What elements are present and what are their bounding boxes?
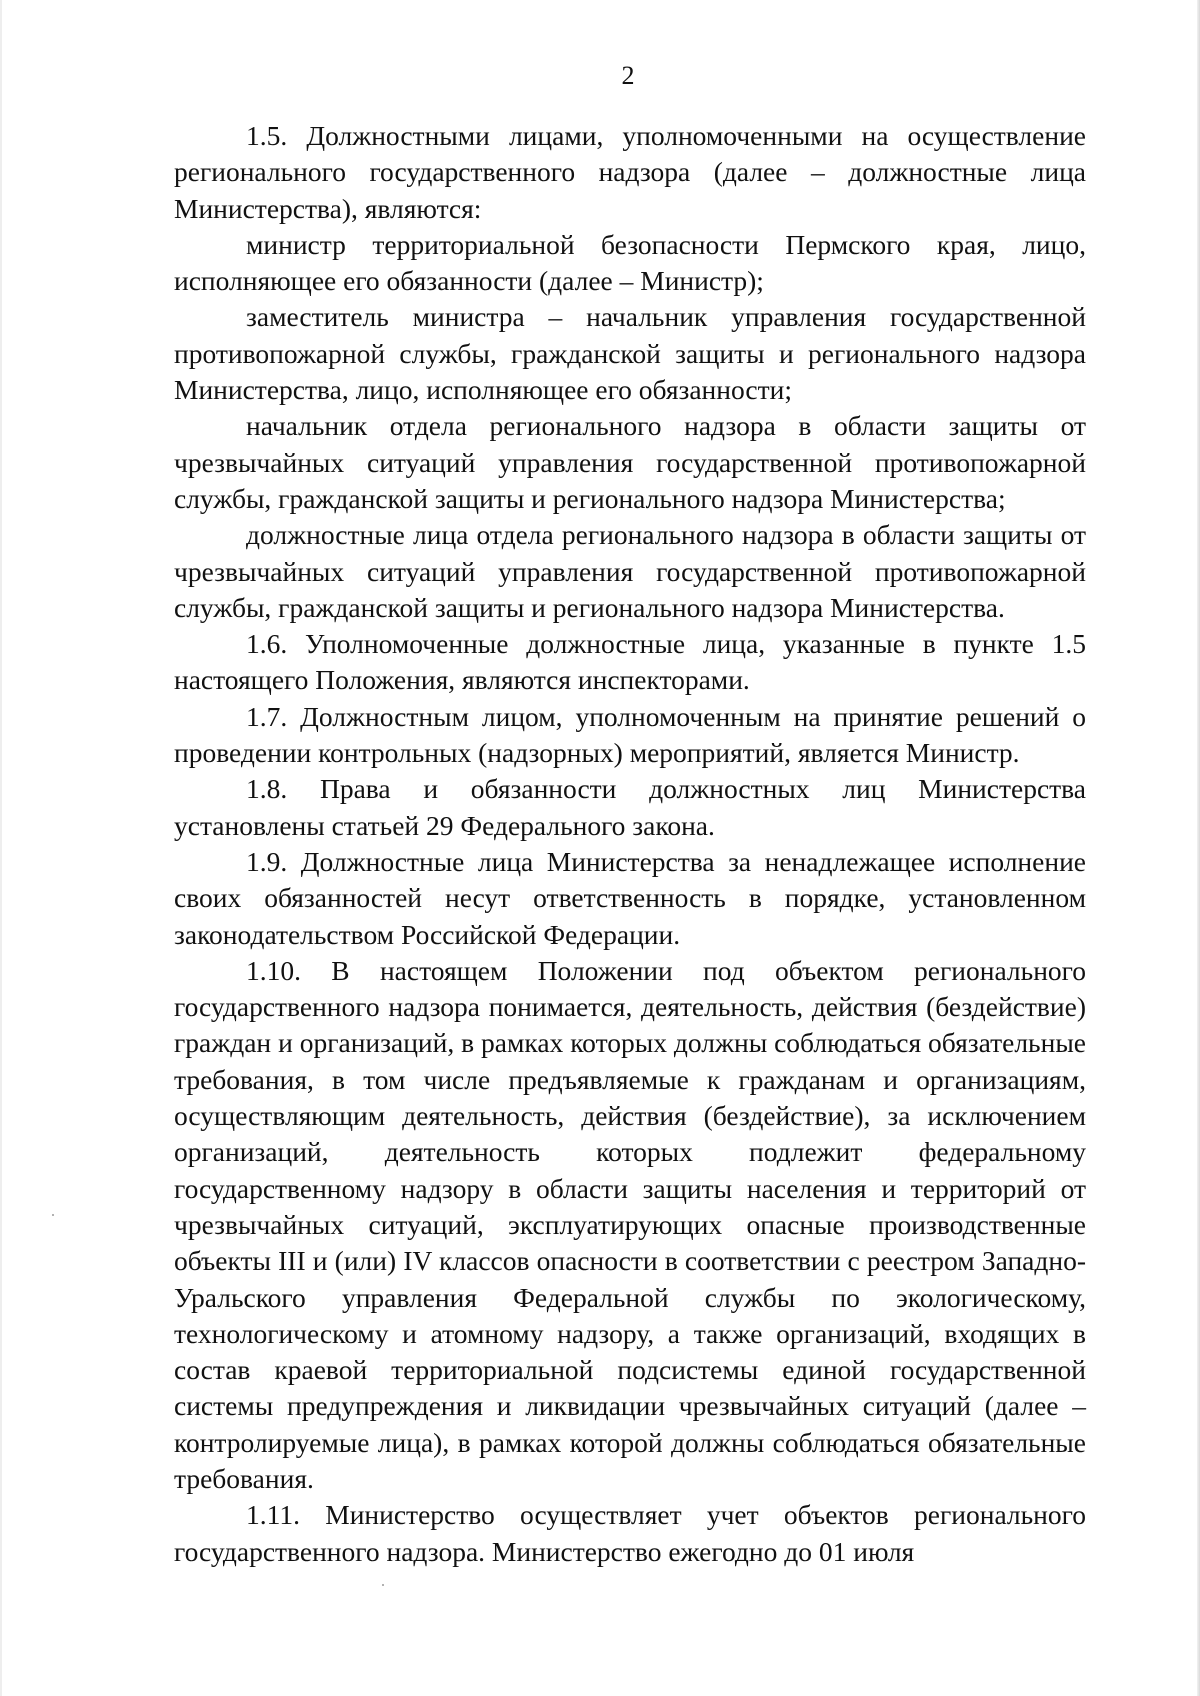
paragraph-1-7: 1.7. Должностным лицом, уполномоченным на принятие решений о проведении контрольных (надзорных) мероприятий, является Министр. [174,700,1086,769]
paragraph-deputy-minister: заместитель министра – начальник управления государственной противопожарной службы, гражданской защиты и регионального надзора Министерства, лицо, исполняющее его обязанности; [174,301,1086,406]
page-number: 2 [621,61,635,90]
paragraph-minister: министр территориальной безопасности Пермского края, лицо, исполняющее его обязанности (далее – Министр); [174,228,1086,297]
paragraph-1-6: 1.6. Уполномоченные должностные лица, указанные в пункте 1.5 настоящего Положения, являются инспекторами. [174,628,1086,696]
paragraph-1-11: 1.11. Министерство осуществляет учет объектов регионального государственного надзора. Министерство ежегодно до 01 июля [174,1499,1086,1567]
paragraph-department-officials: должностные лица отдела регионального надзора в области защиты от чрезвычайных ситуаций управления государственной противопожарной службы, гражданской защиты и регионального надзора Министерства. [174,519,1086,623]
paragraph-department-head: начальник отдела регионального надзора в области защиты от чрезвычайных ситуаций управления государственной противопожарной службы, гражданской защиты и регионального надзора Министерства; [174,410,1086,514]
paragraph-1-5: 1.5. Должностными лицами, уполномоченными на осуществление регионального государственного надзора (далее – должностные лица Министерства), являются: [174,120,1086,224]
paragraph-1-8: 1.8. Права и обязанности должностных лиц Министерства установлены статьей 29 Федерального закона. [174,773,1086,841]
paragraph-1-9: 1.9. Должностные лица Министерства за ненадлежащее исполнение своих обязанностей несут ответственность в порядке, установленном законодательством Российской Федерации. [174,845,1086,950]
scan-edge-left [0,0,2,1696]
scan-speck [52,1214,54,1216]
document-body [174,118,1086,1570]
scan-speck [382,1584,384,1586]
paragraph-1-10: 1.10. В настоящем Положении под объектом регионального государственного надзора понимается, деятельность, действия (бездействие) граждан и организаций, в рамках которых должны соблюдаться обязательные требования, в том числе предъявляемые к гражданам и организациям, осуществляющим деятельность, действия (бездействие), за исключением организаций, деятельность которых подлежит федеральному государственному надзору в области защиты населения и территорий от чрезвычайных ситуаций, эксплуатирующих опасные производственные объекты III и (или) IV классов опасности в соответствии с реестром Западно-Уральского управления Федеральной службы по экологическому, технологическому и атомному надзору, а также организаций, входящих в состав краевой территориальной подсистемы единой государственной системы предупреждения и ликвидации чрезвычайных ситуаций (далее – контролируемые лица), в рамках которой должны соблюдаться обязательные требования. [174,954,1086,1494]
